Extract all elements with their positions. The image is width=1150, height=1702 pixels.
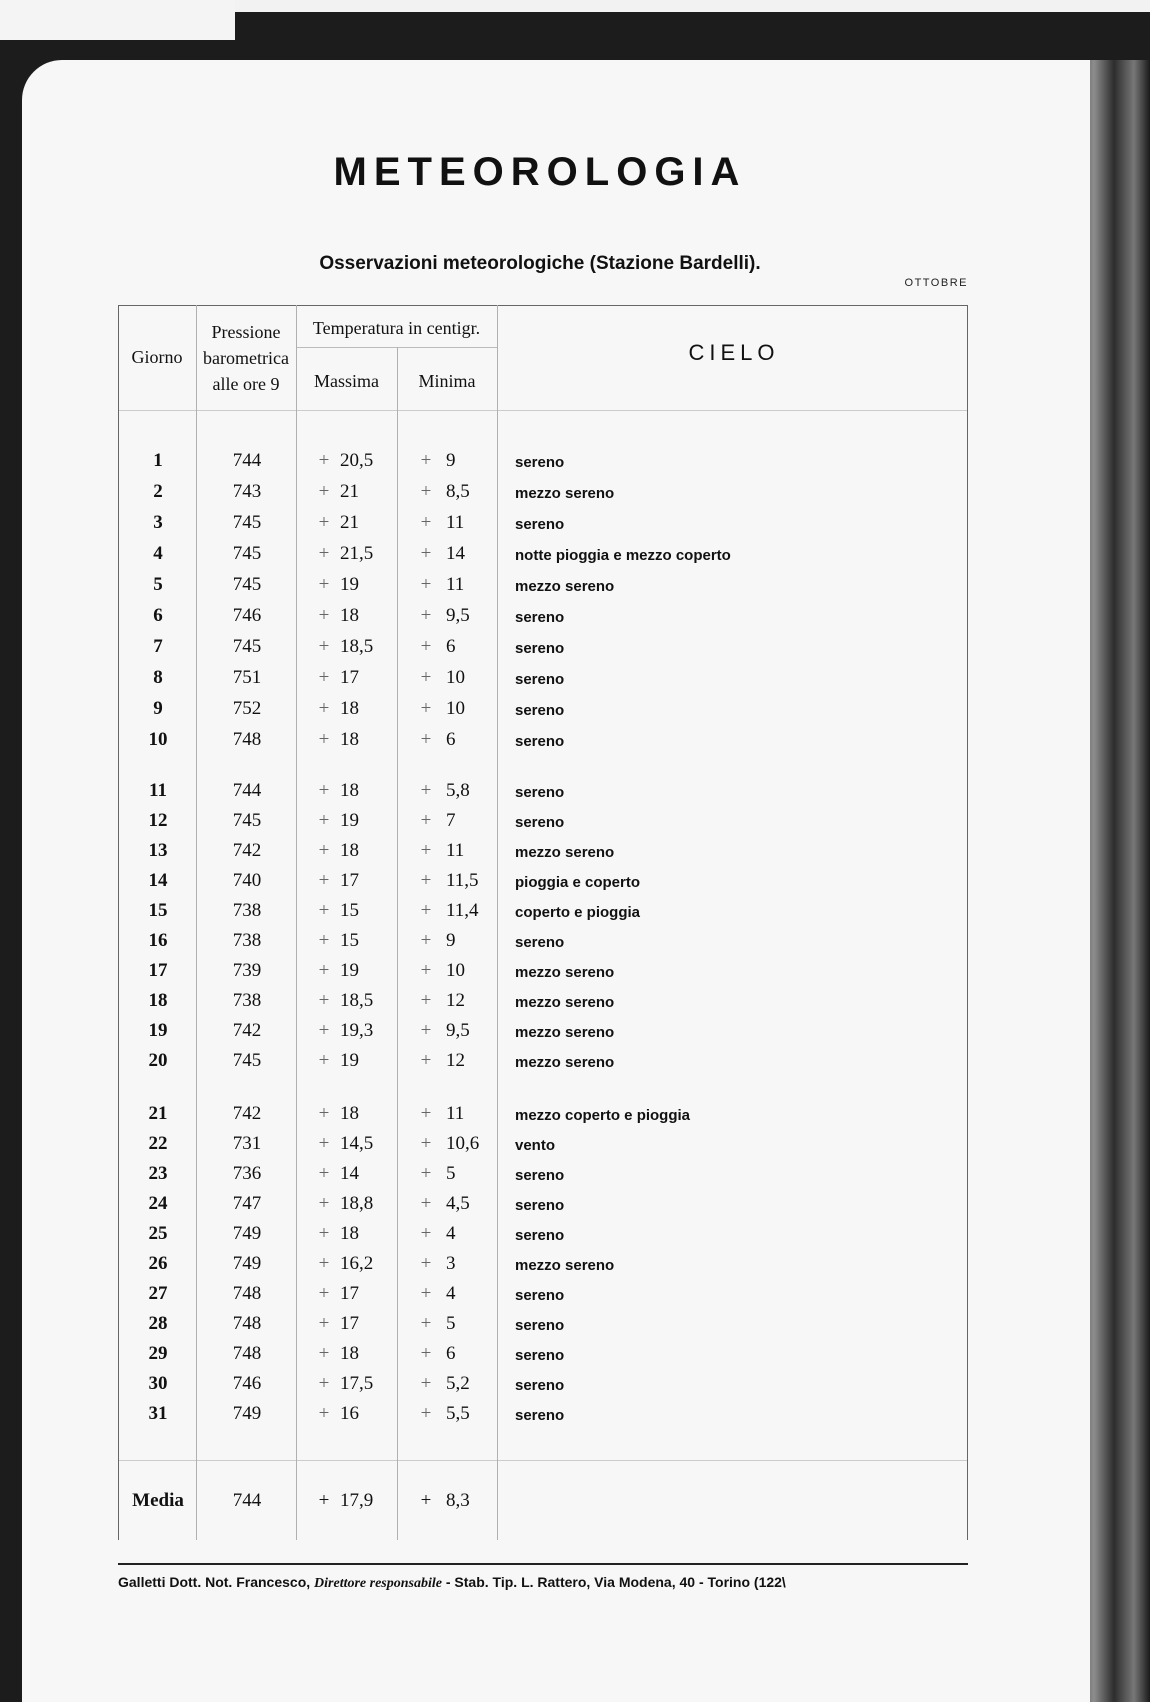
table-row (0, 698, 1150, 728)
cell-minima: 7 (446, 810, 456, 831)
cell-massima: 15 (340, 900, 359, 921)
cell-massima: 17 (340, 870, 359, 891)
cell-min-sign: + (420, 1133, 432, 1154)
cell-massima: 21 (340, 481, 359, 502)
cell-massima: 18 (340, 698, 359, 719)
cell-max-sign: + (318, 729, 330, 750)
footer-role: Direttore responsabile (314, 1576, 442, 1591)
cell-giorno: 2 (153, 481, 163, 502)
cell-min-sign: + (420, 636, 432, 657)
cell-min-sign: + (420, 960, 432, 981)
cell-minima: 4 (446, 1283, 456, 1304)
cell-giorno: 27 (148, 1283, 168, 1304)
cell-media-minima: 8,3 (446, 1490, 470, 1511)
cell-cielo: coperto e pioggia (515, 904, 641, 921)
cell-pressione: 745 (232, 574, 262, 595)
cell-pressione: 749 (232, 1253, 262, 1274)
cell-giorno: 13 (148, 840, 168, 861)
cell-minima: 10 (446, 667, 465, 688)
cell-pressione: 748 (232, 1343, 262, 1364)
cell-max-sign: + (318, 930, 330, 951)
cell-minima: 10 (446, 698, 465, 719)
cell-pressione: 738 (232, 900, 262, 921)
cell-minima: 4 (446, 1223, 456, 1244)
cell-max-sign: + (318, 1103, 330, 1124)
cell-massima: 18 (340, 840, 359, 861)
cell-max-sign: + (318, 810, 330, 831)
cell-cielo: mezzo sereno (515, 994, 615, 1011)
cell-massima: 14,5 (340, 1133, 374, 1154)
cell-max-sign: + (318, 1283, 330, 1304)
cell-massima: 20,5 (340, 450, 374, 471)
cell-giorno: 31 (148, 1403, 168, 1424)
cell-min-sign: + (420, 450, 432, 471)
cell-min-sign: + (420, 1343, 432, 1364)
cell-massima: 19 (340, 810, 359, 831)
cell-max-sign: + (318, 481, 330, 502)
cell-max-sign: + (318, 1403, 330, 1424)
cell-giorno: 18 (148, 990, 168, 1011)
cell-massima: 19 (340, 1050, 359, 1071)
cell-cielo: sereno (515, 1377, 565, 1394)
cell-pressione: 736 (232, 1163, 262, 1184)
header-pressione-3: alle ore 9 (212, 374, 280, 394)
cell-minima: 9,5 (446, 1020, 470, 1041)
cell-pressione: 744 (232, 450, 262, 471)
cell-max-sign: + (318, 780, 330, 801)
cell-cielo: notte pioggia e mezzo coperto (515, 547, 731, 564)
cell-minima: 11 (446, 574, 465, 595)
table-row (0, 543, 1150, 573)
table-row (0, 1020, 1150, 1050)
cell-pressione: 738 (232, 930, 262, 951)
cell-cielo: sereno (515, 1317, 565, 1334)
cell-minima: 11,4 (446, 900, 479, 921)
cell-pressione: 745 (232, 636, 262, 657)
cell-minima: 5 (446, 1163, 456, 1184)
cell-max-sign: + (318, 1020, 330, 1041)
cell-massima: 19 (340, 960, 359, 981)
footer-name: Galletti Dott. Not. Francesco, (118, 1574, 311, 1590)
cell-cielo: sereno (515, 671, 565, 688)
cell-cielo: mezzo coperto e pioggia (515, 1107, 691, 1124)
cell-giorno: 29 (148, 1343, 168, 1364)
cell-massima: 15 (340, 930, 359, 951)
table-row (0, 636, 1150, 666)
cell-min-sign: + (420, 1253, 432, 1274)
cell-min-sign: + (420, 729, 432, 750)
table-row (0, 1313, 1150, 1343)
cell-min-sign: + (420, 1050, 432, 1071)
cell-pressione: 749 (232, 1223, 262, 1244)
cell-min-sign: + (420, 990, 432, 1011)
cell-pressione: 747 (232, 1193, 262, 1214)
cell-max-sign: + (318, 1223, 330, 1244)
cell-giorno: 15 (148, 900, 168, 921)
footer-rule (118, 1563, 968, 1565)
header-cielo: CIELO (688, 340, 780, 365)
cell-cielo: sereno (515, 814, 565, 831)
table-row (0, 605, 1150, 635)
table-row (0, 512, 1150, 542)
table-row (0, 960, 1150, 990)
cell-giorno: 20 (148, 1050, 168, 1071)
cell-giorno: 7 (153, 636, 163, 657)
cell-cielo: sereno (515, 702, 565, 719)
cell-max-sign: + (318, 1343, 330, 1364)
cell-minima: 12 (446, 990, 465, 1011)
cell-cielo: sereno (515, 454, 565, 471)
cell-max-sign: + (318, 636, 330, 657)
cell-min-sign: + (420, 605, 432, 626)
cell-massima: 16 (340, 1403, 359, 1424)
cell-cielo: sereno (515, 934, 565, 951)
table-row (0, 1253, 1150, 1283)
cell-massima: 14 (340, 1163, 359, 1184)
cell-min-sign: + (420, 780, 432, 801)
cell-minima: 12 (446, 1050, 465, 1071)
cell-min-sign: + (420, 698, 432, 719)
cell-massima: 18 (340, 1343, 359, 1364)
top-left-paper (0, 0, 235, 40)
cell-giorno: 16 (148, 930, 168, 951)
media-row (0, 1490, 1150, 1520)
cell-pressione: 743 (232, 481, 262, 502)
cell-max-sign: + (318, 512, 330, 533)
cell-min-sign: + (420, 1223, 432, 1244)
table-row (0, 1373, 1150, 1403)
cell-media-label: Media (132, 1490, 184, 1511)
cell-minima: 4,5 (446, 1193, 470, 1214)
cell-cielo: mezzo sereno (515, 1054, 615, 1071)
cell-pressione: 752 (232, 698, 262, 719)
cell-min-sign: + (420, 481, 432, 502)
cell-max-sign: + (318, 1133, 330, 1154)
cell-minima: 11 (446, 1103, 465, 1124)
table-row (0, 1283, 1150, 1313)
cell-massima: 18,5 (340, 636, 374, 657)
cell-giorno: 23 (148, 1163, 168, 1184)
cell-max-sign: + (318, 667, 330, 688)
cell-pressione: 740 (232, 870, 262, 891)
cell-giorno: 8 (153, 667, 163, 688)
cell-minima: 6 (446, 636, 456, 657)
cell-giorno: 28 (148, 1313, 168, 1334)
footer-imprint (118, 1574, 978, 1592)
cell-giorno: 3 (153, 512, 163, 533)
cell-max-sign: + (318, 1253, 330, 1274)
cell-cielo: mezzo sereno (515, 1257, 615, 1274)
cell-cielo: sereno (515, 1287, 565, 1304)
cell-cielo: sereno (515, 1227, 565, 1244)
cell-min-sign: + (420, 667, 432, 688)
cell-pressione: 745 (232, 810, 262, 831)
table-row (0, 667, 1150, 697)
cell-min-sign: + (420, 870, 432, 891)
cell-min-sign: + (420, 1103, 432, 1124)
cell-giorno: 5 (153, 574, 163, 595)
table-row (0, 930, 1150, 960)
header-giorno: Giorno (131, 347, 183, 367)
cell-pressione: 731 (232, 1133, 262, 1154)
cell-pressione: 744 (232, 780, 262, 801)
cell-pressione: 748 (232, 1313, 262, 1334)
cell-cielo: sereno (515, 784, 565, 801)
header-pressione-1: Pressione (211, 322, 281, 342)
cell-max-sign: + (318, 870, 330, 891)
cell-cielo: sereno (515, 1167, 565, 1184)
cell-cielo: sereno (515, 516, 565, 533)
table-row (0, 810, 1150, 840)
cell-max-sign: + (318, 574, 330, 595)
cell-giorno: 24 (148, 1193, 168, 1214)
cell-min-sign: + (420, 930, 432, 951)
cell-minima: 5,2 (446, 1373, 470, 1394)
cell-min-sign: + (420, 900, 432, 921)
cell-min-sign: + (420, 1313, 432, 1334)
cell-massima: 18 (340, 1223, 359, 1244)
cell-massima: 16,2 (340, 1253, 374, 1274)
cell-max-sign: + (318, 1050, 330, 1071)
cell-cielo: pioggia e coperto (515, 874, 641, 891)
page-subtitle: Osservazioni meteorologiche (Stazione Bardelli). (319, 253, 761, 274)
month-label: OTTOBRE (904, 277, 968, 289)
page-title: METEOROLOGIA (333, 150, 747, 194)
cell-min-sign: + (420, 543, 432, 564)
cell-massima: 18 (340, 1103, 359, 1124)
cell-min-sign: + (420, 1193, 432, 1214)
cell-massima: 18 (340, 780, 359, 801)
cell-cielo: sereno (515, 1197, 565, 1214)
cell-media-pressione: 744 (232, 1490, 262, 1511)
cell-pressione: 746 (232, 1373, 262, 1394)
cell-min-sign: + (420, 1163, 432, 1184)
cell-pressione: 751 (232, 667, 262, 688)
cell-pressione: 745 (232, 512, 262, 533)
cell-cielo: sereno (515, 609, 565, 626)
cell-massima: 17,5 (340, 1373, 374, 1394)
cell-giorno: 25 (148, 1223, 168, 1244)
table-row (0, 450, 1150, 480)
table-row (0, 780, 1150, 810)
table-row (0, 840, 1150, 870)
cell-minima: 8,5 (446, 481, 470, 502)
cell-max-sign: + (318, 1313, 330, 1334)
table-row (0, 1163, 1150, 1193)
cell-massima: 18,5 (340, 990, 374, 1011)
cell-minima: 11 (446, 840, 465, 861)
cell-min-sign: + (420, 1020, 432, 1041)
cell-media-min-sign: + (420, 1490, 432, 1511)
table-row (0, 870, 1150, 900)
cell-massima: 17 (340, 1313, 359, 1334)
table-row (0, 574, 1150, 604)
cell-minima: 10,6 (446, 1133, 480, 1154)
cell-minima: 11,5 (446, 870, 479, 891)
cell-max-sign: + (318, 1163, 330, 1184)
cell-minima: 6 (446, 1343, 456, 1364)
cell-max-sign: + (318, 698, 330, 719)
cell-cielo: sereno (515, 1407, 565, 1424)
table-row (0, 1103, 1150, 1133)
table-row (0, 729, 1150, 759)
cell-min-sign: + (420, 1403, 432, 1424)
cell-giorno: 26 (148, 1253, 168, 1274)
header-temperatura: Temperatura in centigr. (312, 318, 481, 338)
cell-giorno: 21 (148, 1103, 168, 1124)
cell-massima: 19 (340, 574, 359, 595)
cell-giorno: 1 (153, 450, 163, 471)
table-row (0, 1223, 1150, 1253)
table-row (0, 1133, 1150, 1163)
cell-massima: 18,8 (340, 1193, 374, 1214)
cell-pressione: 748 (232, 1283, 262, 1304)
cell-cielo: sereno (515, 733, 565, 750)
footer-printer: - Stab. Tip. L. Rattero, Via Modena, 40 - Torino (122\ (445, 1574, 786, 1590)
cell-minima: 3 (446, 1253, 456, 1274)
header-pressione-2: barometrica (203, 348, 289, 368)
cell-min-sign: + (420, 810, 432, 831)
cell-massima: 17 (340, 667, 359, 688)
cell-giorno: 4 (153, 543, 163, 564)
cell-min-sign: + (420, 574, 432, 595)
cell-minima: 5,8 (446, 780, 470, 801)
cell-pressione: 742 (232, 1020, 262, 1041)
cell-max-sign: + (318, 605, 330, 626)
cell-giorno: 22 (148, 1133, 168, 1154)
cell-min-sign: + (420, 1373, 432, 1394)
cell-cielo: mezzo sereno (515, 1024, 615, 1041)
cell-minima: 14 (446, 543, 465, 564)
cell-cielo: mezzo sereno (515, 485, 615, 502)
table-row (0, 1193, 1150, 1223)
cell-cielo: sereno (515, 640, 565, 657)
cell-minima: 9,5 (446, 605, 470, 626)
cell-pressione: 748 (232, 729, 262, 750)
cell-pressione: 742 (232, 840, 262, 861)
cell-min-sign: + (420, 1283, 432, 1304)
cell-minima: 9 (446, 930, 456, 951)
cell-max-sign: + (318, 960, 330, 981)
cell-cielo: sereno (515, 1347, 565, 1364)
cell-minima: 11 (446, 512, 465, 533)
cell-giorno: 12 (148, 810, 168, 831)
table-row (0, 481, 1150, 511)
cell-max-sign: + (318, 450, 330, 471)
cell-giorno: 6 (153, 605, 163, 626)
table-row (0, 1050, 1150, 1080)
cell-giorno: 10 (148, 729, 168, 750)
cell-massima: 17 (340, 1283, 359, 1304)
cell-giorno: 9 (153, 698, 163, 719)
cell-pressione: 738 (232, 990, 262, 1011)
cell-max-sign: + (318, 990, 330, 1011)
table-row (0, 990, 1150, 1020)
header-massima: Massima (314, 371, 379, 391)
cell-giorno: 30 (148, 1373, 168, 1394)
header-minima: Minima (418, 371, 476, 391)
cell-giorno: 19 (148, 1020, 168, 1041)
cell-media-max-sign: + (318, 1490, 330, 1511)
cell-pressione: 739 (232, 960, 262, 981)
cell-max-sign: + (318, 543, 330, 564)
table-row (0, 1343, 1150, 1373)
cell-max-sign: + (318, 1193, 330, 1214)
cell-giorno: 14 (148, 870, 168, 891)
cell-max-sign: + (318, 1373, 330, 1394)
cell-massima: 18 (340, 729, 359, 750)
cell-min-sign: + (420, 512, 432, 533)
cell-minima: 5 (446, 1313, 456, 1334)
cell-massima: 21,5 (340, 543, 374, 564)
cell-minima: 10 (446, 960, 465, 981)
cell-media-massima: 17,9 (340, 1490, 374, 1511)
cell-massima: 21 (340, 512, 359, 533)
cell-minima: 9 (446, 450, 456, 471)
cell-pressione: 745 (232, 543, 262, 564)
table-row (0, 1403, 1150, 1433)
cell-massima: 18 (340, 605, 359, 626)
table-row (0, 900, 1150, 930)
cell-cielo: mezzo sereno (515, 844, 615, 861)
cell-minima: 6 (446, 729, 456, 750)
cell-min-sign: + (420, 840, 432, 861)
cell-cielo: vento (515, 1137, 556, 1154)
cell-cielo: mezzo sereno (515, 964, 615, 981)
cell-giorno: 11 (149, 780, 167, 801)
cell-pressione: 745 (232, 1050, 262, 1071)
cell-pressione: 742 (232, 1103, 262, 1124)
cell-max-sign: + (318, 840, 330, 861)
cell-pressione: 746 (232, 605, 262, 626)
cell-minima: 5,5 (446, 1403, 470, 1424)
cell-pressione: 749 (232, 1403, 262, 1424)
cell-cielo: mezzo sereno (515, 578, 615, 595)
cell-giorno: 17 (148, 960, 168, 981)
cell-massima: 19,3 (340, 1020, 374, 1041)
cell-max-sign: + (318, 900, 330, 921)
